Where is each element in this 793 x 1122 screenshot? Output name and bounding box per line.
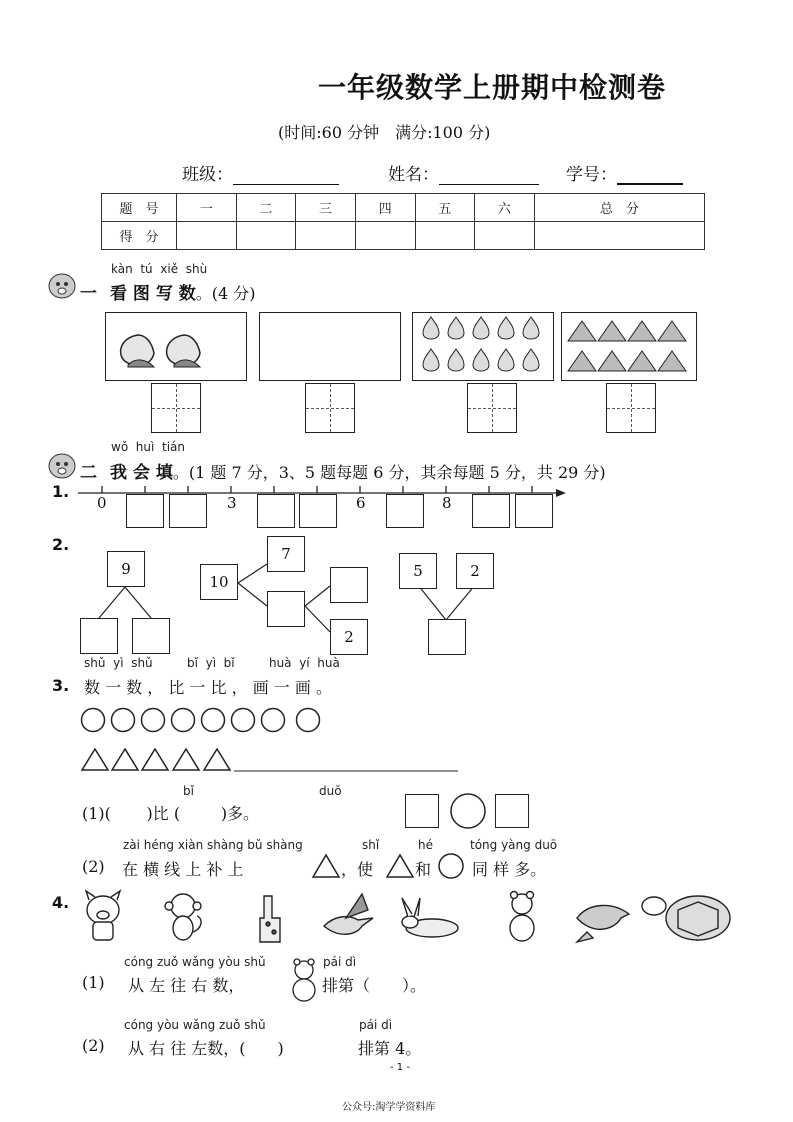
answer-box[interactable] xyxy=(515,494,553,528)
dolphin-icon xyxy=(577,905,629,942)
answer-box[interactable] xyxy=(257,494,295,528)
answer-box[interactable] xyxy=(132,618,170,654)
giraffe-icon xyxy=(260,896,280,942)
triangle-shape-icon xyxy=(385,853,415,879)
empty-picture-box xyxy=(259,312,401,381)
bond-box: 7 xyxy=(267,536,305,572)
bond-box: 10 xyxy=(200,564,238,600)
monkey-icon xyxy=(165,894,201,940)
circles-row xyxy=(80,706,330,734)
answer-box[interactable] xyxy=(386,494,424,528)
answer-box[interactable] xyxy=(80,618,118,654)
answer-box[interactable] xyxy=(169,494,207,528)
triangles-row xyxy=(80,746,460,774)
rabbit-icon xyxy=(402,898,458,937)
watermelon-icon xyxy=(562,313,696,380)
bond-box: 2 xyxy=(330,619,368,655)
bond-box: 2 xyxy=(456,553,494,589)
answer-grid[interactable] xyxy=(305,383,355,433)
answer-box[interactable] xyxy=(126,494,164,528)
watermelon-picture-box xyxy=(561,312,697,381)
table-row: 得 分 xyxy=(102,222,705,250)
answer-box[interactable] xyxy=(405,794,439,828)
triangle-shape-icon xyxy=(311,853,341,879)
pig-icon xyxy=(86,891,120,940)
turtle-icon xyxy=(642,896,730,940)
pear-icon xyxy=(413,313,553,380)
name-field: 姓名： xyxy=(388,160,539,185)
circle-shape-icon xyxy=(436,852,466,880)
sheep-badge-icon xyxy=(46,272,82,300)
bear-icon xyxy=(288,958,320,1002)
footer-source: 公众号:淘学学资料库 xyxy=(342,1102,436,1113)
answer-box[interactable] xyxy=(428,619,466,655)
score-table xyxy=(101,193,705,250)
bond-box: 9 xyxy=(107,551,145,587)
peach-icon xyxy=(106,313,246,380)
class-blank[interactable] xyxy=(233,166,339,185)
q3-pinyin: shǔ yì shǔ bǐ yì bǐ huà yí huà xyxy=(84,656,340,670)
answer-box[interactable] xyxy=(299,494,337,528)
pear-picture-box xyxy=(412,312,554,381)
animals-row xyxy=(78,888,733,948)
answer-grid[interactable] xyxy=(151,383,201,433)
section1-heading: 看 图 写 数。(4 分) xyxy=(110,284,256,304)
id-field: 学号： xyxy=(566,160,683,185)
q3-sub1: (1)( )比 ( )多。 xyxy=(82,804,260,823)
section2-pinyin: wǒ huì tián xyxy=(111,440,185,454)
table-row: 题 号 一 二 三 四 五 六 总 分 xyxy=(102,194,705,222)
bear-icon xyxy=(510,892,534,942)
peach-picture-box xyxy=(105,312,247,381)
name-blank[interactable] xyxy=(439,166,539,185)
page-number: - 1 - xyxy=(390,1062,410,1073)
bond-box: 5 xyxy=(399,553,437,589)
answer-box[interactable] xyxy=(472,494,510,528)
section2-heading: 我 会 填。(1 题 7 分，3、5 题每题 6 分，其余每题 5 分，共 29 分) xyxy=(110,463,606,483)
answer-box[interactable] xyxy=(495,794,529,828)
answer-grid[interactable] xyxy=(467,383,517,433)
id-blank[interactable] xyxy=(617,165,683,185)
exam-info: (时间:60 分钟 满分:100 分) xyxy=(278,123,491,142)
answer-grid[interactable] xyxy=(606,383,656,433)
page-title: 一年级数学上册期中检测卷 xyxy=(318,71,667,104)
answer-box[interactable] xyxy=(330,567,368,603)
circle-shape-icon xyxy=(448,792,488,830)
answer-box[interactable] xyxy=(267,591,305,627)
bird-icon xyxy=(324,894,373,934)
sheep-badge-icon xyxy=(46,452,82,480)
section1-pinyin: kàn tú xiě shù xyxy=(111,262,208,276)
class-field: 班级： xyxy=(182,160,339,185)
